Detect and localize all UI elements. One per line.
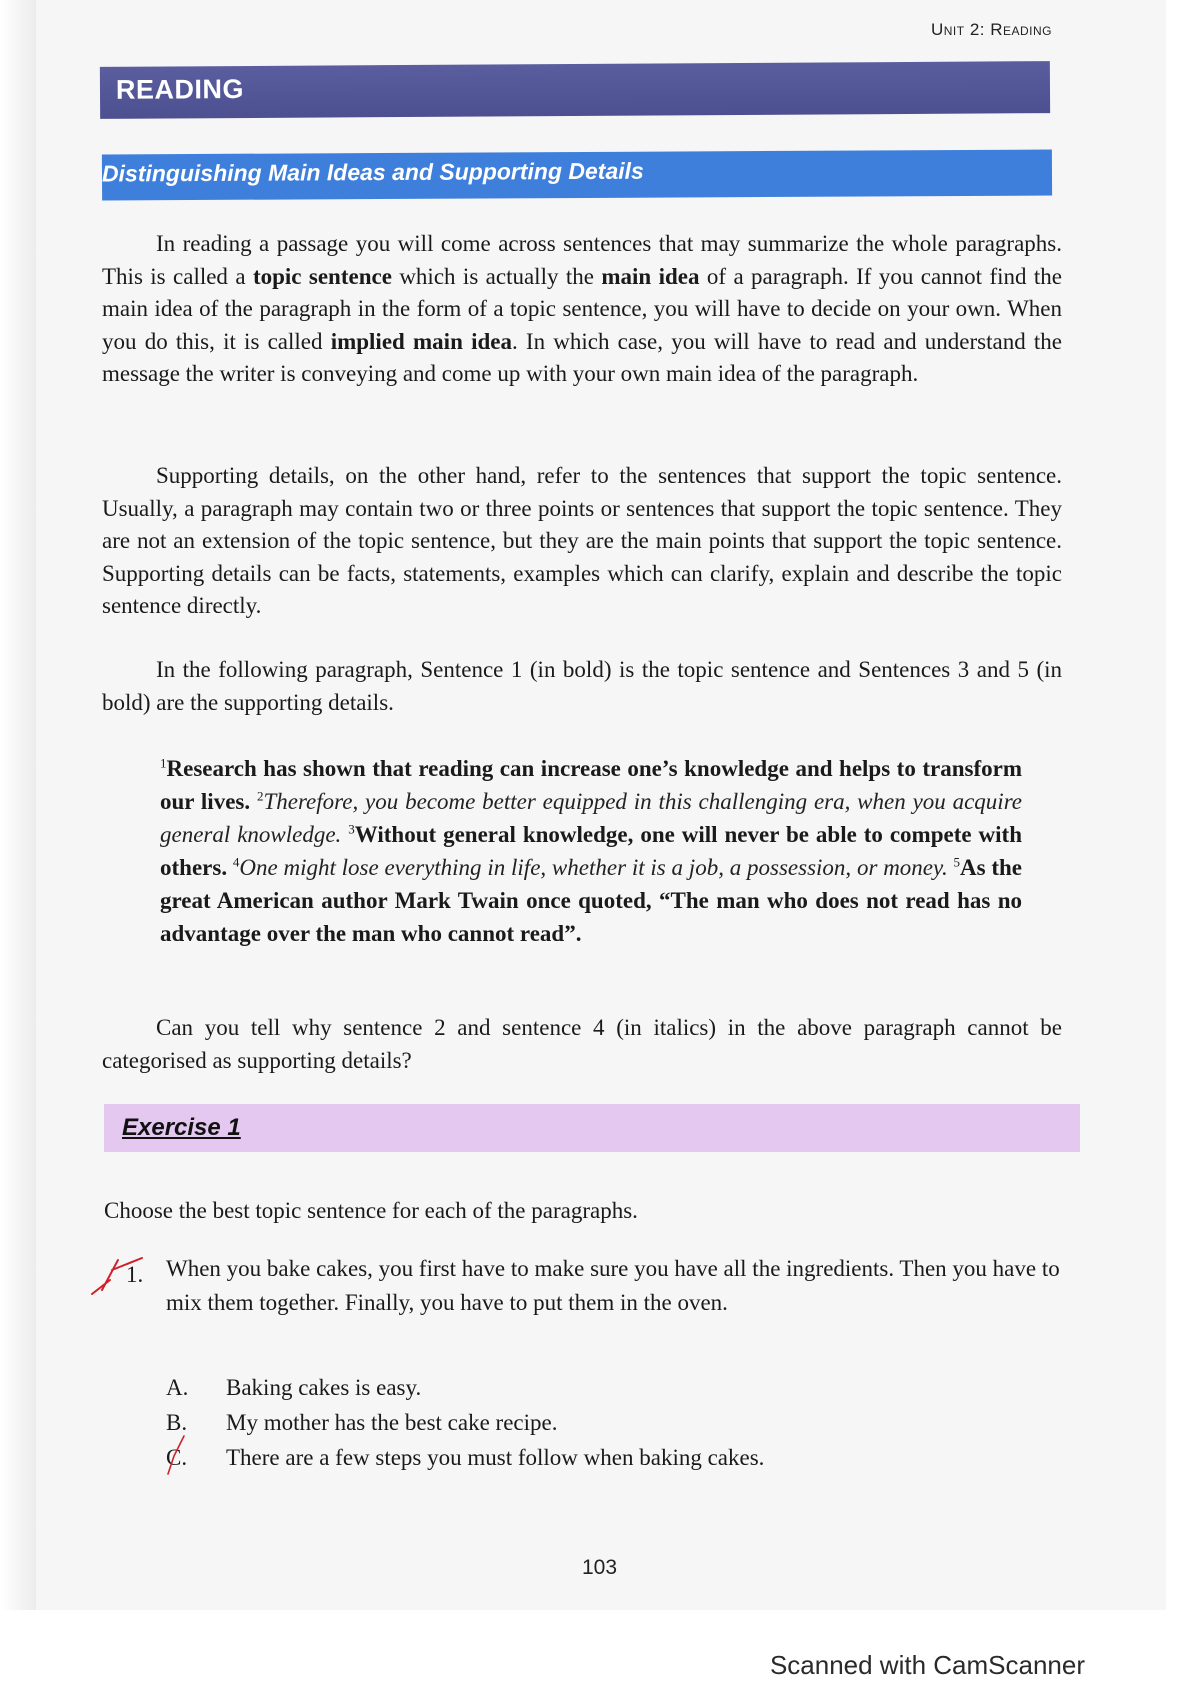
sentence-3-supporting: Without general knowledge, one will never be able to compete with others. [160,822,1022,880]
option-b [166,1405,764,1440]
sentence-number-2: 2 [256,788,264,804]
subsection-banner-title: Distinguishing Main Ideas and Supporting Details [101,157,644,187]
answer-options [166,1370,764,1475]
option-c [166,1440,764,1475]
paragraph-example-intro [102,654,1062,719]
term-main-idea: main idea [601,263,700,289]
option-b-letter: B. [166,1410,188,1435]
option-a [166,1370,764,1405]
answer-tick-icon [160,1430,190,1478]
sentence-number-1: 1 [160,755,167,771]
section-banner-title: READING [115,74,245,105]
sentence-4-italic: One might lose everything in life, whether it is a job, a possession, or money. [239,855,948,880]
sentence-number-3: 3 [348,821,355,837]
sentence-number-4: 4 [232,854,240,870]
scanner-watermark: Scanned with CamScanner [769,1650,1085,1680]
sentence-2-italic: Therefore, you become better equipped in this challenging era, when you acquire general knowledge. [160,789,1023,847]
section-banner [100,61,1050,119]
term-implied-main-idea: implied main idea [330,328,512,354]
paragraph-supporting-details [102,460,1062,623]
option-a-letter: A. [166,1375,189,1400]
option-b-text: My mother has the best cake recipe. [226,1410,558,1435]
page-edge-shadow [0,0,36,1610]
para4-text: Can you tell why sentence 2 and sentence 4 (in italics) in the above paragraph cannot be categorised as supporting details? [102,1015,1062,1073]
option-c-letter: C. [166,1445,188,1470]
question-number: 1. [126,1262,144,1287]
page-number: 103 [582,1556,618,1579]
para3-text: In the following paragraph, Sentence 1 (in bold) is the topic sentence and Sentences 3 and 5 (in bold) are the supporting details. [102,657,1062,715]
para1-text-3: of a paragraph. If you cannot find the main idea of the paragraph in the form of a topic sentence, you will have to decide on your own. When you do this, it is called [102,263,1063,354]
para1-text-4: . In which case, you will have to read and understand the message the writer is conveying and come up with your own main idea of the paragraph. [102,328,1062,386]
example-paragraph [160,752,1022,950]
sentence-5-supporting: As the great American author Mark Twain once quoted, “The man who does not read has no advantage over the man who cannot read”. [160,855,1023,946]
term-topic-sentence: topic sentence [252,263,392,289]
subsection-banner [102,150,1052,201]
exercise-title: Exercise 1 [122,1114,241,1141]
paragraph-main-idea [102,228,1062,391]
option-a-text: Baking cakes is easy. [226,1375,422,1400]
exercise-instruction: Choose the best topic sentence for each of the paragraphs. [104,1198,638,1223]
para1-text-1: In reading a passage you will come across sentences that may summarize the whole paragraphs. This is called a [102,231,1062,289]
sentence-number-5: 5 [953,854,960,870]
exercise-banner [104,1104,1080,1152]
para1-text-2: which is actually the [391,263,602,289]
question-text: When you bake cakes, you first have to make sure you have all the ingredients. Then you have to mix them together. Finally, you have to put them in the oven. [166,1256,1060,1315]
running-head: Unit 2: Reading [930,20,1052,39]
para2-text: Supporting details, on the other hand, refer to the sentences that support the topic sentence. Usually, a paragraph may contain two or three points or sentences that support the topic sentence. They are not an extension of the topic sentence, but they are the main points that support the topic sentence. Supporting details can be facts, statements, examples which can clarify, explain and describe the topic sentence directly. [102,463,1062,618]
sentence-1-topic: Research has shown that reading can increase one’s knowledge and helps to transform our lives. [160,756,1022,814]
paragraph-question [102,1012,1062,1077]
option-c-text: There are a few steps you must follow when baking cakes. [226,1445,765,1470]
